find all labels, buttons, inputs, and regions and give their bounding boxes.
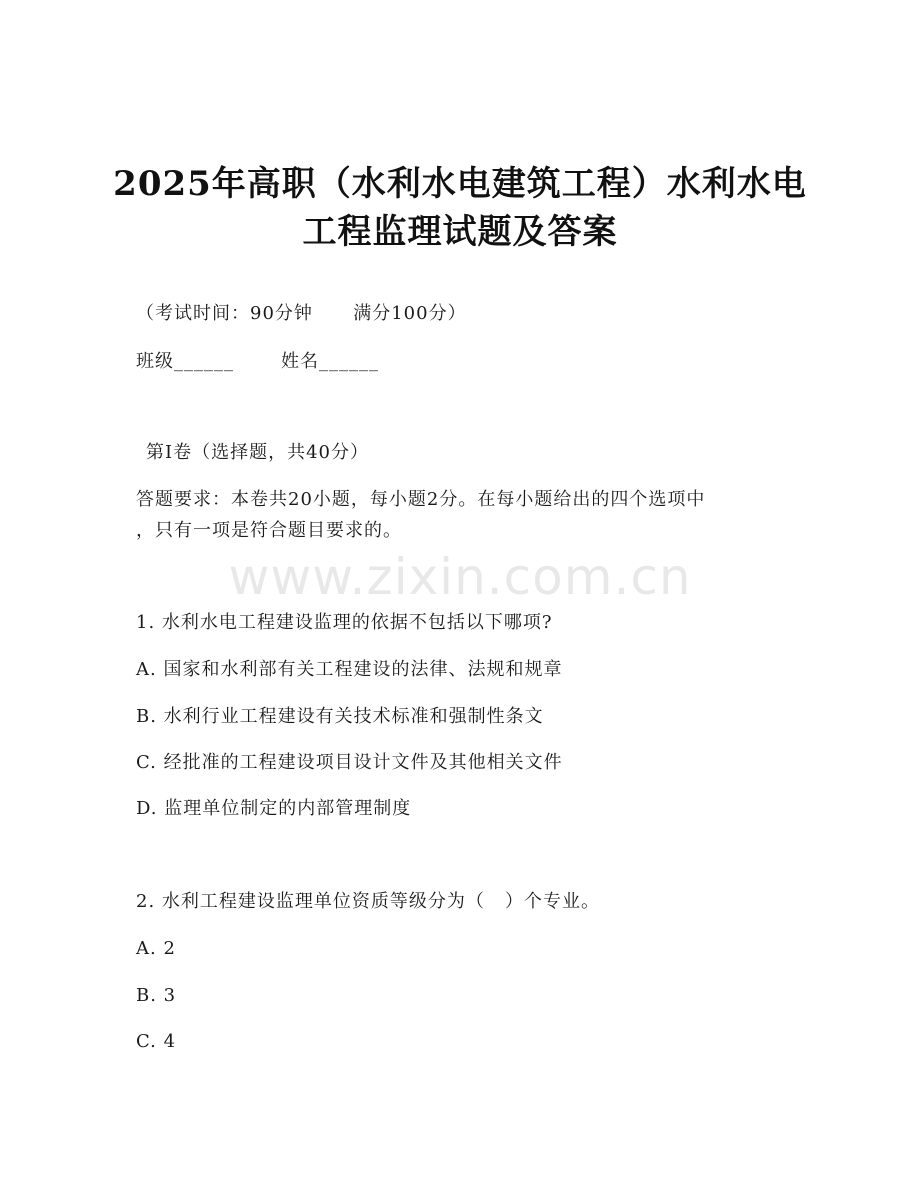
question-1-stem: 1. 水利水电工程建设监理的依据不包括以下哪项? bbox=[136, 612, 553, 633]
instructions-line2: ，只有一项是符合题目要求的。 bbox=[136, 520, 402, 541]
section-heading: 第I卷（选择题，共40分） bbox=[146, 442, 370, 463]
question-1-option-c: C. 经批准的工程建设项目设计文件及其他相关文件 bbox=[136, 752, 563, 773]
question-1-option-a: A. 国家和水利部有关工程建设的法律、法规和规章 bbox=[136, 659, 563, 680]
document-title-line1: 2025年高职（水利水电建筑工程）水利水电 bbox=[113, 164, 807, 204]
exam-info: （考试时间：90分钟 满分100分） bbox=[136, 303, 467, 324]
watermark: www.zixin.com.cn bbox=[228, 548, 692, 606]
class-name-fields: 班级______ 姓名______ bbox=[136, 351, 380, 372]
question-2-option-b: B. 3 bbox=[136, 985, 177, 1006]
question-1-option-d: D. 监理单位制定的内部管理制度 bbox=[136, 798, 412, 819]
question-1-option-b: B. 水利行业工程建设有关技术标准和强制性条文 bbox=[136, 706, 544, 727]
instructions-line1: 答题要求：本卷共20小题，每小题2分。在每小题给出的四个选项中 bbox=[136, 489, 706, 510]
document-title-line2: 工程监理试题及答案 bbox=[302, 212, 618, 252]
question-2-option-c: C. 4 bbox=[136, 1031, 177, 1052]
question-2-stem: 2. 水利工程建设监理单位资质等级分为（ ）个专业。 bbox=[136, 891, 601, 912]
question-2-option-a: A. 2 bbox=[136, 938, 176, 959]
